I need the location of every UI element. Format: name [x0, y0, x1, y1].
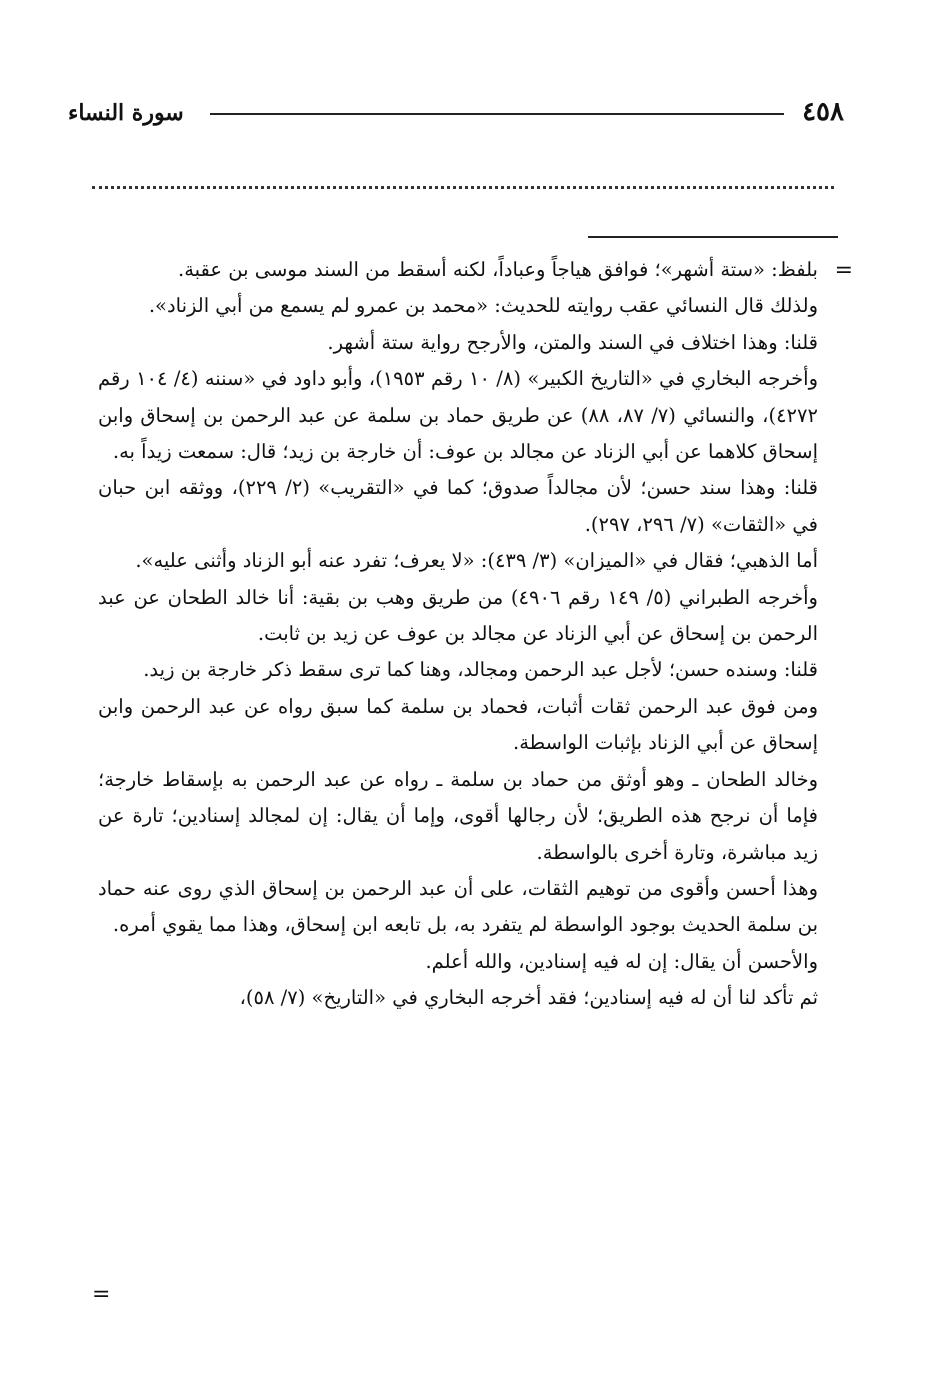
page-header	[60, 96, 850, 132]
paragraph: وأخرجه الطبراني (٥/ ١٤٩ رقم ٤٩٠٦) من طريق وهب بن بقية: أنا خالد الطحان عن عبد الرحمن بن إسحاق عن أبي الزناد عن مجالد بن عوف عن زيد بن ثابت.	[98, 585, 818, 646]
paragraph: قلنا: وهذا سند حسن؛ لأن مجالداً صدوق؛ كما في «التقريب» (٢/ ٢٢٩)، ووثقه ابن حبان في «الثقات» (٧/ ٢٩٦، ٢٩٧).	[98, 476, 818, 536]
continues-to-mark: =	[92, 1282, 111, 1307]
paragraph: ثم تأكد لنا أن له فيه إسنادين؛ فقد أخرجه البخاري في «التاريخ» (٧/ ٥٨)،	[239, 986, 818, 1010]
paragraph: ولذلك قال النسائي عقب روايته للحديث: «محمد بن عمرو لم يسمع من أبي الزناد».	[148, 294, 818, 318]
paragraph: وهذا أحسن وأقوى من توهيم الثقات، على أن عبد الرحمن بن إسحاق الذي روى عنه حماد بن سلمة الحديث بوجود الواسطة لم يتفرد به، بل تابعه ابن إسحاق، وهذا مما يقوي أمره.	[98, 876, 818, 937]
paragraph: قلنا: وسنده حسن؛ لأجل عبد الرحمن ومجالد، وهنا كما ترى سقط ذكر خارجة بن زيد.	[143, 658, 818, 682]
paragraph: وخالد الطحان ـ وهو أوثق من حماد بن سلمة ـ رواه عن عبد الرحمن به بإسقاط خارجة؛ فإما أن نرجح هذه الطريق؛ لأن رجالها أقوى، وإما أن يقال: إن لمجالد إسنادين؛ تارة عن زيد مباشرة، وتارة أخرى بالواسطة.	[98, 767, 818, 864]
paragraph: بلفظ: «ستة أشهر»؛ فوافق هياجاً وعباداً، لكنه أسقط من السند موسى بن عقبة.	[178, 258, 818, 281]
paragraph: ومن فوق عبد الرحمن ثقات أثبات، فحماد بن سلمة كما سبق رواه عن عبد الرحمن وابن إسحاق عن أبي الزناد بإثبات الواسطة.	[98, 694, 818, 755]
footnote-rule	[588, 236, 838, 238]
header-rule	[210, 113, 784, 115]
continued-from-mark: =	[834, 258, 853, 283]
paragraph: قلنا: وهذا اختلاف في السند والمتن، والأرجح رواية ستة أشهر.	[327, 330, 818, 354]
paragraph: أما الذهبي؛ فقال في «الميزان» (٣/ ٤٣٩): «لا يعرف؛ تفرد عنه أبو الزناد وأثنى عليه».	[135, 549, 818, 573]
paragraph: والأحسن أن يقال: إن له فيه إسنادين، والله أعلم.	[425, 949, 818, 973]
surah-title: سورة النساء	[68, 100, 184, 126]
page-number: ٤٥٨	[802, 97, 844, 127]
paragraph: وأخرجه البخاري في «التاريخ الكبير» (٨/ ١٠ رقم ١٩٥٣)، وأبو داود في «سننه (٤/ ١٠٤ رقم ٤٢٧٢)، والنسائي (٧/ ٨٧، ٨٨) عن طريق حماد بن سلمة عن عبد الرحمن بن إسحاق وابن إسحاق كلاهما عن أبي الزناد عن مجالد بن عوف: أن خارجة بن زيد؛ قال: سمعت زيداً به.	[98, 367, 818, 464]
dotted-separator	[92, 186, 834, 189]
footnote-body	[98, 252, 818, 1017]
